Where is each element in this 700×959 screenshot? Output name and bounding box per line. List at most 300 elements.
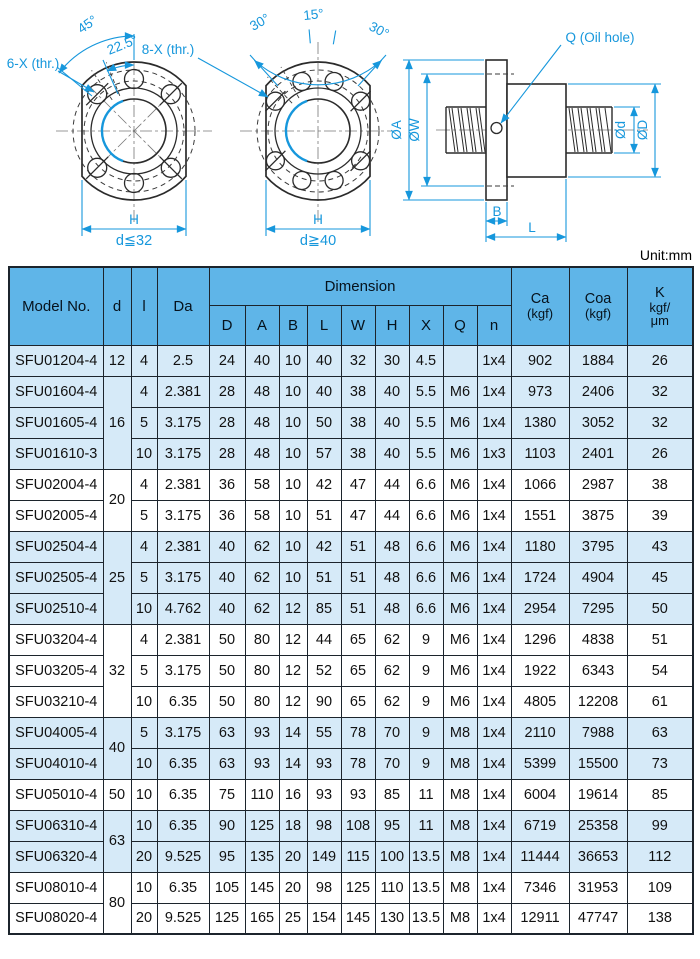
dim-cell-W: 65 xyxy=(341,624,375,655)
ca-cell: 1066 xyxy=(511,469,569,500)
dim-cell-Q: M6 xyxy=(443,531,477,562)
dim-cell-D: 28 xyxy=(209,407,245,438)
dim-cell-B: 10 xyxy=(279,376,307,407)
dim-cell-Q: M8 xyxy=(443,841,477,872)
da-cell: 3.175 xyxy=(157,438,209,469)
dim-cell-D: 95 xyxy=(209,841,245,872)
dim-cell-W: 51 xyxy=(341,531,375,562)
col-header-D: D xyxy=(209,305,245,345)
k-unit-num: kgf/ xyxy=(649,300,671,316)
model-cell: SFU01605-4 xyxy=(9,407,103,438)
dim-cell-B: 25 xyxy=(279,903,307,934)
model-cell: SFU08010-4 xyxy=(9,872,103,903)
k-cell: 39 xyxy=(627,500,693,531)
dim-cell-X: 4.5 xyxy=(409,345,443,376)
lead-cell: 10 xyxy=(131,779,157,810)
dim-cell-W: 108 xyxy=(341,810,375,841)
dim-cell-B: 10 xyxy=(279,500,307,531)
da-cell: 3.175 xyxy=(157,655,209,686)
dim-cell-H: 30 xyxy=(375,345,409,376)
d-cell: 32 xyxy=(103,624,131,717)
table-row xyxy=(9,345,693,376)
dim-cell-X: 5.5 xyxy=(409,376,443,407)
dim-cell-D: 63 xyxy=(209,717,245,748)
dim-cell-H: 62 xyxy=(375,686,409,717)
dim-cell-n: 1x4 xyxy=(477,593,511,624)
col-header-B: B xyxy=(279,305,307,345)
table-row xyxy=(9,624,693,655)
dim-cell-A: 58 xyxy=(245,500,279,531)
b-dim-label: B xyxy=(492,204,502,219)
dim-cell-Q: M6 xyxy=(443,376,477,407)
h-dim-label-left: H xyxy=(129,212,139,227)
k-cell: 38 xyxy=(627,469,693,500)
dim-cell-A: 93 xyxy=(245,748,279,779)
dim-cell-Q: M8 xyxy=(443,748,477,779)
da-cell: 2.381 xyxy=(157,624,209,655)
ca-cell: 1551 xyxy=(511,500,569,531)
dim-cell-Q: M6 xyxy=(443,686,477,717)
col-header-n: n xyxy=(477,305,511,345)
ca-cell: 7346 xyxy=(511,872,569,903)
table-row xyxy=(9,531,693,562)
dim-cell-X: 9 xyxy=(409,686,443,717)
dim-cell-A: 62 xyxy=(245,593,279,624)
dim-cell-D: 40 xyxy=(209,562,245,593)
dim-cell-B: 12 xyxy=(279,686,307,717)
model-cell: SFU06310-4 xyxy=(9,810,103,841)
da-cell: 3.175 xyxy=(157,562,209,593)
k-cell: 32 xyxy=(627,376,693,407)
da-cell: 2.381 xyxy=(157,376,209,407)
dim-cell-D: 105 xyxy=(209,872,245,903)
dim-cell-A: 135 xyxy=(245,841,279,872)
dim-cell-B: 18 xyxy=(279,810,307,841)
dim-cell-D: 75 xyxy=(209,779,245,810)
dim-cell-B: 16 xyxy=(279,779,307,810)
dim-cell-L: 55 xyxy=(307,717,341,748)
lead-cell: 20 xyxy=(131,841,157,872)
d-cell: 50 xyxy=(103,779,131,810)
dim-cell-X: 6.6 xyxy=(409,562,443,593)
model-cell: SFU02504-4 xyxy=(9,531,103,562)
dim-cell-L: 93 xyxy=(307,779,341,810)
lead-cell: 4 xyxy=(131,469,157,500)
dim-cell-A: 48 xyxy=(245,438,279,469)
dim-cell-X: 6.6 xyxy=(409,593,443,624)
dim-cell-Q xyxy=(443,345,477,376)
model-cell: SFU01610-3 xyxy=(9,438,103,469)
dim-cell-n: 1x3 xyxy=(477,438,511,469)
dim-cell-Q: M6 xyxy=(443,407,477,438)
dim-cell-Q: M6 xyxy=(443,624,477,655)
ca-cell: 12911 xyxy=(511,903,569,934)
dim-cell-A: 48 xyxy=(245,407,279,438)
dim-cell-L: 98 xyxy=(307,810,341,841)
dim-cell-A: 125 xyxy=(245,810,279,841)
angle-30-left-label: 30° xyxy=(247,10,273,34)
dim-cell-Q: M8 xyxy=(443,717,477,748)
ca-cell: 6719 xyxy=(511,810,569,841)
d-cell: 63 xyxy=(103,810,131,872)
col-header-L: L xyxy=(307,305,341,345)
d-cell: 25 xyxy=(103,531,131,624)
l-dim-label: L xyxy=(528,220,536,235)
dim-cell-Q: M6 xyxy=(443,562,477,593)
k-cell: 43 xyxy=(627,531,693,562)
dim-cell-Q: M6 xyxy=(443,438,477,469)
ca-label: Ca xyxy=(530,291,550,308)
col-header-d: d xyxy=(103,267,131,345)
dim-cell-L: 44 xyxy=(307,624,341,655)
dim-cell-n: 1x4 xyxy=(477,376,511,407)
k-cell: 26 xyxy=(627,345,693,376)
dim-cell-L: 154 xyxy=(307,903,341,934)
middle-flange-caption: d≧40 xyxy=(299,233,337,246)
model-cell: SFU03204-4 xyxy=(9,624,103,655)
dim-cell-n: 1x4 xyxy=(477,810,511,841)
dim-cell-n: 1x4 xyxy=(477,686,511,717)
dim-cell-n: 1x4 xyxy=(477,562,511,593)
dim-cell-X: 9 xyxy=(409,624,443,655)
ca-cell: 902 xyxy=(511,345,569,376)
dim-cell-B: 14 xyxy=(279,717,307,748)
coa-cell: 7988 xyxy=(569,717,627,748)
k-label: K xyxy=(654,285,665,302)
col-header-H: H xyxy=(375,305,409,345)
lead-cell: 10 xyxy=(131,810,157,841)
nut-side-view xyxy=(389,30,661,242)
angle-30-right-label: 30° xyxy=(366,18,392,42)
lead-cell: 5 xyxy=(131,655,157,686)
dim-cell-A: 80 xyxy=(245,686,279,717)
dim-cell-D: 28 xyxy=(209,438,245,469)
dim-cell-W: 38 xyxy=(341,407,375,438)
dim-cell-L: 50 xyxy=(307,407,341,438)
lead-cell: 5 xyxy=(131,717,157,748)
dim-cell-H: 40 xyxy=(375,438,409,469)
dim-cell-Q: M6 xyxy=(443,500,477,531)
lead-cell: 20 xyxy=(131,903,157,934)
model-cell: SFU02005-4 xyxy=(9,500,103,531)
dim-cell-W: 93 xyxy=(341,779,375,810)
dia-d-label: Ød xyxy=(613,120,628,140)
model-cell: SFU04010-4 xyxy=(9,748,103,779)
dim-cell-W: 115 xyxy=(341,841,375,872)
dim-cell-B: 12 xyxy=(279,655,307,686)
coa-cell: 2401 xyxy=(569,438,627,469)
dim-cell-B: 12 xyxy=(279,624,307,655)
ca-cell: 1103 xyxy=(511,438,569,469)
dim-cell-Q: M8 xyxy=(443,779,477,810)
col-header-l: l xyxy=(131,267,157,345)
coa-cell: 31953 xyxy=(569,872,627,903)
dim-cell-X: 11 xyxy=(409,810,443,841)
dim-cell-A: 110 xyxy=(245,779,279,810)
lead-cell: 10 xyxy=(131,872,157,903)
dim-cell-n: 1x4 xyxy=(477,469,511,500)
dim-cell-H: 62 xyxy=(375,624,409,655)
k-cell: 26 xyxy=(627,438,693,469)
dia-W-label: ØW xyxy=(407,118,422,142)
h-dim-label-middle: H xyxy=(313,212,323,227)
dim-cell-H: 48 xyxy=(375,593,409,624)
coa-cell: 47747 xyxy=(569,903,627,934)
k-cell: 50 xyxy=(627,593,693,624)
dim-cell-X: 9 xyxy=(409,717,443,748)
table-row xyxy=(9,469,693,500)
dim-cell-n: 1x4 xyxy=(477,779,511,810)
d-cell: 40 xyxy=(103,717,131,779)
dim-cell-D: 36 xyxy=(209,469,245,500)
dim-cell-X: 13.5 xyxy=(409,872,443,903)
lead-cell: 10 xyxy=(131,593,157,624)
dim-cell-B: 20 xyxy=(279,872,307,903)
six-hole-callout: 6-X (thr.) xyxy=(6,56,60,71)
dim-cell-W: 125 xyxy=(341,872,375,903)
dim-cell-H: 130 xyxy=(375,903,409,934)
k-cell: 73 xyxy=(627,748,693,779)
lead-cell: 10 xyxy=(131,686,157,717)
ballscrew-drawing-svg xyxy=(0,0,700,246)
dim-cell-B: 10 xyxy=(279,531,307,562)
ca-cell: 6004 xyxy=(511,779,569,810)
table-row xyxy=(9,717,693,748)
k-cell: 99 xyxy=(627,810,693,841)
dim-cell-B: 12 xyxy=(279,593,307,624)
d-cell: 80 xyxy=(103,872,131,934)
d-cell: 16 xyxy=(103,376,131,469)
k-cell: 109 xyxy=(627,872,693,903)
dim-cell-L: 42 xyxy=(307,469,341,500)
lead-cell: 10 xyxy=(131,748,157,779)
lead-cell: 4 xyxy=(131,376,157,407)
dim-cell-H: 62 xyxy=(375,655,409,686)
dim-cell-W: 78 xyxy=(341,717,375,748)
table-row xyxy=(9,872,693,903)
ca-cell: 2110 xyxy=(511,717,569,748)
dim-cell-Q: M6 xyxy=(443,469,477,500)
dim-cell-W: 47 xyxy=(341,469,375,500)
dim-cell-A: 80 xyxy=(245,624,279,655)
dim-cell-W: 51 xyxy=(341,593,375,624)
col-header-Q: Q xyxy=(443,305,477,345)
d-cell: 12 xyxy=(103,345,131,376)
ca-cell: 1180 xyxy=(511,531,569,562)
da-cell: 6.35 xyxy=(157,810,209,841)
dim-cell-A: 40 xyxy=(245,345,279,376)
dim-cell-L: 40 xyxy=(307,376,341,407)
dim-cell-L: 90 xyxy=(307,686,341,717)
dim-cell-H: 40 xyxy=(375,376,409,407)
dim-cell-W: 38 xyxy=(341,438,375,469)
model-cell: SFU01604-4 xyxy=(9,376,103,407)
dim-cell-W: 65 xyxy=(341,686,375,717)
dim-cell-L: 57 xyxy=(307,438,341,469)
spec-table-body xyxy=(9,345,693,934)
col-header-k xyxy=(627,267,693,345)
col-header-W: W xyxy=(341,305,375,345)
dim-cell-H: 70 xyxy=(375,717,409,748)
da-cell: 3.175 xyxy=(157,407,209,438)
table-row xyxy=(9,779,693,810)
dim-cell-A: 93 xyxy=(245,717,279,748)
dim-cell-D: 63 xyxy=(209,748,245,779)
coa-cell: 19614 xyxy=(569,779,627,810)
dim-cell-L: 52 xyxy=(307,655,341,686)
dim-cell-H: 95 xyxy=(375,810,409,841)
dim-cell-X: 11 xyxy=(409,779,443,810)
d-cell: 20 xyxy=(103,469,131,531)
dim-cell-X: 9 xyxy=(409,655,443,686)
dim-cell-L: 40 xyxy=(307,345,341,376)
angle-45-label: 45° xyxy=(74,12,101,37)
lead-cell: 5 xyxy=(131,562,157,593)
dim-cell-L: 42 xyxy=(307,531,341,562)
ca-cell: 4805 xyxy=(511,686,569,717)
coa-cell: 4904 xyxy=(569,562,627,593)
eight-hole-callout: 8-X (thr.) xyxy=(141,42,195,57)
dim-cell-B: 20 xyxy=(279,841,307,872)
dim-cell-n: 1x4 xyxy=(477,345,511,376)
dim-cell-X: 13.5 xyxy=(409,903,443,934)
model-cell: SFU06320-4 xyxy=(9,841,103,872)
lead-cell: 5 xyxy=(131,407,157,438)
oil-hole-callout: Q (Oil hole) xyxy=(565,30,635,45)
dim-cell-X: 5.5 xyxy=(409,438,443,469)
dim-cell-n: 1x4 xyxy=(477,748,511,779)
model-cell: SFU03210-4 xyxy=(9,686,103,717)
dim-cell-Q: M8 xyxy=(443,903,477,934)
col-header-da: Da xyxy=(157,267,209,345)
coa-cell: 3795 xyxy=(569,531,627,562)
coa-cell: 4838 xyxy=(569,624,627,655)
dim-cell-B: 10 xyxy=(279,469,307,500)
dim-cell-Q: M6 xyxy=(443,655,477,686)
dim-cell-A: 62 xyxy=(245,562,279,593)
da-cell: 6.35 xyxy=(157,779,209,810)
da-cell: 2.5 xyxy=(157,345,209,376)
ca-unit: (kgf) xyxy=(527,306,554,322)
dim-cell-D: 125 xyxy=(209,903,245,934)
col-header-A: A xyxy=(245,305,279,345)
dim-cell-H: 40 xyxy=(375,407,409,438)
dim-cell-B: 10 xyxy=(279,438,307,469)
dim-cell-B: 10 xyxy=(279,407,307,438)
model-cell: SFU05010-4 xyxy=(9,779,103,810)
dim-cell-n: 1x4 xyxy=(477,872,511,903)
col-header-ca xyxy=(511,267,569,345)
col-header-model: Model No. xyxy=(9,267,103,345)
dim-cell-A: 48 xyxy=(245,376,279,407)
coa-cell: 2406 xyxy=(569,376,627,407)
dim-cell-n: 1x4 xyxy=(477,531,511,562)
da-cell: 9.525 xyxy=(157,841,209,872)
dim-cell-B: 14 xyxy=(279,748,307,779)
col-header-coa xyxy=(569,267,627,345)
dim-cell-X: 6.6 xyxy=(409,500,443,531)
dim-cell-n: 1x4 xyxy=(477,500,511,531)
ca-cell: 1922 xyxy=(511,655,569,686)
dim-cell-H: 85 xyxy=(375,779,409,810)
dim-cell-n: 1x4 xyxy=(477,717,511,748)
dim-cell-n: 1x4 xyxy=(477,841,511,872)
dim-cell-H: 44 xyxy=(375,500,409,531)
coa-cell: 12208 xyxy=(569,686,627,717)
angle-15-label: 15° xyxy=(302,5,325,24)
k-cell: 32 xyxy=(627,407,693,438)
da-cell: 6.35 xyxy=(157,686,209,717)
dia-D-label: ØD xyxy=(635,119,650,141)
coa-cell: 15500 xyxy=(569,748,627,779)
da-cell: 3.175 xyxy=(157,717,209,748)
da-cell: 6.35 xyxy=(157,872,209,903)
dim-cell-L: 85 xyxy=(307,593,341,624)
lead-cell: 5 xyxy=(131,500,157,531)
k-cell: 61 xyxy=(627,686,693,717)
coa-cell: 1884 xyxy=(569,345,627,376)
dim-cell-H: 48 xyxy=(375,531,409,562)
dim-cell-W: 38 xyxy=(341,376,375,407)
dim-cell-X: 13.5 xyxy=(409,841,443,872)
dim-cell-D: 28 xyxy=(209,376,245,407)
k-cell: 51 xyxy=(627,624,693,655)
dim-cell-L: 51 xyxy=(307,500,341,531)
dim-cell-H: 70 xyxy=(375,748,409,779)
model-cell: SFU02004-4 xyxy=(9,469,103,500)
angle-22-label: 22.5° xyxy=(104,31,140,58)
dim-cell-H: 100 xyxy=(375,841,409,872)
dim-cell-W: 32 xyxy=(341,345,375,376)
dim-cell-n: 1x4 xyxy=(477,624,511,655)
dim-cell-W: 47 xyxy=(341,500,375,531)
k-cell: 138 xyxy=(627,903,693,934)
dim-cell-L: 98 xyxy=(307,872,341,903)
spec-table xyxy=(8,266,694,935)
lead-cell: 4 xyxy=(131,624,157,655)
k-cell: 54 xyxy=(627,655,693,686)
dim-cell-A: 145 xyxy=(245,872,279,903)
coa-label: Coa xyxy=(584,291,612,308)
model-cell: SFU02505-4 xyxy=(9,562,103,593)
model-cell: SFU03205-4 xyxy=(9,655,103,686)
table-row xyxy=(9,376,693,407)
k-cell: 63 xyxy=(627,717,693,748)
k-cell: 85 xyxy=(627,779,693,810)
dim-cell-Q: M6 xyxy=(443,593,477,624)
coa-unit: (kgf) xyxy=(585,306,612,322)
coa-cell: 6343 xyxy=(569,655,627,686)
dim-cell-X: 5.5 xyxy=(409,407,443,438)
ca-cell: 1380 xyxy=(511,407,569,438)
lead-cell: 10 xyxy=(131,438,157,469)
ca-cell: 973 xyxy=(511,376,569,407)
ca-cell: 1724 xyxy=(511,562,569,593)
dim-cell-B: 10 xyxy=(279,345,307,376)
col-header-dimension: Dimension xyxy=(209,267,511,305)
dim-cell-X: 9 xyxy=(409,748,443,779)
lead-cell: 4 xyxy=(131,531,157,562)
dim-cell-D: 90 xyxy=(209,810,245,841)
unit-label: Unit:mm xyxy=(639,247,692,263)
da-cell: 3.175 xyxy=(157,500,209,531)
dim-cell-D: 50 xyxy=(209,624,245,655)
dim-cell-D: 50 xyxy=(209,655,245,686)
dim-cell-Q: M8 xyxy=(443,872,477,903)
dim-cell-L: 149 xyxy=(307,841,341,872)
da-cell: 2.381 xyxy=(157,469,209,500)
ca-cell: 1296 xyxy=(511,624,569,655)
